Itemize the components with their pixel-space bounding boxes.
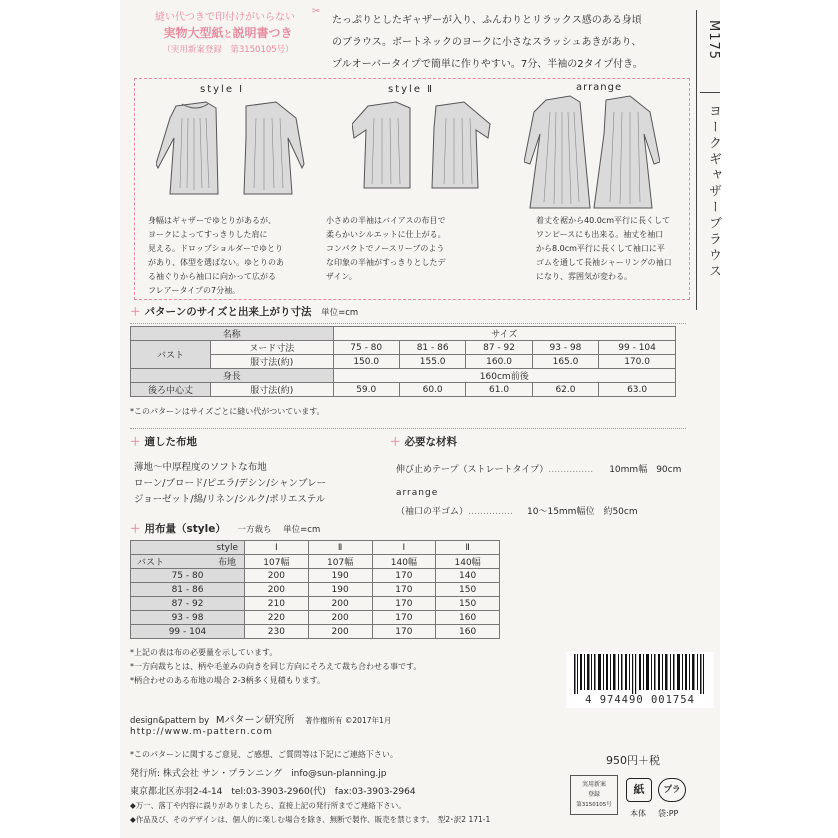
patent-number: 第3150105号 [576, 802, 612, 808]
back-value: 59.0 [333, 383, 399, 397]
bust-value: 155.0 [399, 355, 465, 369]
design-credit [130, 711, 391, 726]
desc-line: な印象の半袖がすっきりとしたデ [326, 258, 446, 267]
table-row [131, 583, 500, 597]
desc-line: 見える。ドロップショルダーでゆとり [148, 244, 284, 253]
patent-label: 登録 [587, 791, 600, 798]
desc-line: る袖ぐりから袖口に向かって広がる [148, 272, 276, 281]
product-code: M175 [706, 20, 721, 61]
yardage-cell: 200 [245, 569, 309, 583]
yardage-cell: 160 [436, 611, 500, 625]
yardage-cell: 200 [308, 611, 372, 625]
width-col: 107幅 [308, 555, 372, 569]
size-cell: 87 - 92 [466, 341, 532, 355]
style-col: Ⅰ [372, 541, 436, 555]
yardage-cell: 200 [245, 583, 309, 597]
style2-description [326, 214, 446, 284]
arrange-material-label: arrange [396, 488, 439, 498]
desc-line: 小さめの半袖はバイアスの布目で [326, 216, 446, 225]
size-header: サイズ [333, 327, 676, 341]
row-size: 81 - 86 [131, 583, 245, 597]
code-separator [700, 92, 720, 93]
desc-line: ヨークによってすっきりした肩に [148, 230, 268, 239]
tag-instructions: 説明書つき [232, 26, 293, 40]
height-value: 160cm前後 [333, 369, 676, 383]
barcode-icon [572, 654, 708, 694]
desc-line: フレアータイプの7分袖。 [148, 286, 241, 295]
table-row [131, 569, 500, 583]
design-label: design&pattern by [130, 716, 210, 726]
material-value: 10～15mm幅位 約50cm [527, 507, 638, 517]
yardage-cell: 170 [372, 583, 436, 597]
disclaimer-1: ◆万一、落丁や内容に誤りがありましたら、直接上記の発行所までご連絡下さい。 [130, 801, 406, 810]
arrange-label: arrange [576, 82, 623, 93]
fabric-header: 布地 [217, 558, 236, 568]
bust-header: バスト [137, 558, 165, 568]
plastic-recycle-icon: プラ [658, 778, 686, 802]
yardage-cell: 210 [245, 597, 309, 611]
tagline-seam-allowance: 縫い代つきで印付けがいらない [155, 12, 295, 23]
barcode-area [566, 652, 714, 708]
yardage-cell: 140 [436, 569, 500, 583]
size-table [130, 326, 676, 397]
intro-line: プルオーバータイプで簡単に作りやすい。7分、半袖の2タイプ付き。 [332, 59, 643, 70]
pattern-envelope-back [120, 0, 720, 838]
plus-icon: ＋ [130, 436, 141, 448]
nude-label: ヌード寸法 [211, 341, 334, 355]
disclaimer-2: ◆作品及び、そのデザインは、個人的に楽しむ場合を除き、無断で製作、販売を禁じます。 型2･訳2 171-1 [130, 815, 491, 824]
size-cell: 81 - 86 [399, 341, 465, 355]
yardage-cell: 170 [372, 625, 436, 639]
back-value: 62.0 [532, 383, 598, 397]
patent-label: 実用新案 [581, 781, 606, 788]
body-label: 本体 [630, 809, 646, 818]
tag-fullsize-pattern: 実物大型紙 [163, 26, 224, 40]
width-col: 140幅 [372, 555, 436, 569]
yardage-title: 用布量（style） [144, 523, 226, 535]
fabric-line: ジョーゼット/綿/リネン/シルク/ポリエステル [134, 494, 326, 505]
bust-value: 150.0 [333, 355, 399, 369]
tagline-patent: （実用新案登録 第3150105号） [162, 45, 294, 55]
row-size: 99 - 104 [131, 625, 245, 639]
material-name: 伸び止めテープ（ストレートタイプ） [396, 465, 549, 475]
yardage-cell: 170 [372, 611, 436, 625]
plus-icon: ＋ [390, 436, 401, 448]
table-row [131, 625, 500, 639]
row-size: 75 - 80 [131, 569, 245, 583]
yardage-cell: 150 [436, 583, 500, 597]
patent-badge [570, 775, 618, 815]
back-value: 60.0 [399, 383, 465, 397]
fabric-line: 薄地～中厚程度のソフトな布地 [134, 462, 267, 473]
table-row [131, 597, 500, 611]
section-divider [130, 428, 686, 429]
scissors-icon: ✂ [312, 6, 321, 17]
yardage-cell: 230 [245, 625, 309, 639]
yardage-cell: 150 [436, 597, 500, 611]
style-header: style [131, 541, 245, 555]
materials-title-row [390, 434, 457, 449]
paper-recycle-icon: 紙 [626, 778, 652, 802]
bag-label: 袋:PP [658, 809, 679, 818]
back-length-label: 後ろ中心丈 [131, 383, 211, 397]
yardage-notes [130, 646, 421, 688]
back-value: 63.0 [599, 383, 676, 397]
yardage-cell: 200 [308, 597, 372, 611]
contact-note: *このパターンに関するご意見、ご感想、ご質問等は下記にご連絡下さい。 [130, 750, 398, 759]
size-table-title-row [130, 304, 358, 319]
yardage-cut: 一方裁ち [237, 525, 272, 535]
fabric-list [134, 460, 326, 508]
bust-value: 160.0 [466, 355, 532, 369]
bust-value: 170.0 [599, 355, 676, 369]
material-item-1: 伸び止めテープ（ストレートタイプ）…………… 10mm幅 90cm [396, 465, 682, 475]
desc-line: ワンピースにも出来る。袖丈を袖口 [536, 230, 664, 239]
material-value: 10mm幅 90cm [609, 465, 682, 475]
desc-line: になり、雰囲気が変わる。 [536, 272, 632, 281]
fabric-line: ローン/ブロード/ピエラ/デシン/シャンブレー [134, 478, 327, 489]
yardage-cell: 200 [308, 625, 372, 639]
tag-and: と [223, 30, 233, 40]
publisher: 発行所: 株式会社 サン・プランニング info@sun-planning.jp [130, 769, 387, 779]
brand-name: Mパターン研究所 [215, 715, 295, 726]
size-table-title: パターンのサイズと出来上がり寸法 [144, 306, 312, 318]
yardage-unit: 単位=cm [283, 525, 321, 535]
size-table-unit: 単位=cm [321, 308, 359, 318]
yardage-note: *柄合わせのある布地の場合 2-3柄多く見積もります。 [130, 676, 325, 685]
yardage-note: *上記の表は布の必要量を示しています。 [130, 648, 278, 657]
intro-line: たっぷりとしたギャザーが入り、ふんわりとリラックス感のある身頃 [332, 15, 642, 26]
price: 950円＋税 [606, 754, 660, 767]
style2-illustration [352, 98, 492, 192]
desc-line: コンパクトでノースリーブのよう [326, 244, 445, 253]
style1-description [148, 214, 284, 298]
back-value: 61.0 [466, 383, 532, 397]
desc-line: があり、体型を選ばない。ゆとりのあ [148, 258, 284, 267]
bust-fabric-header [131, 555, 245, 569]
fabric-title-row [130, 434, 197, 449]
yardage-table [130, 540, 500, 639]
tagline-fullsize [138, 24, 318, 41]
right-divider [696, 10, 697, 310]
plus-icon: ＋ [130, 306, 141, 318]
fabric-title: 適した布地 [144, 436, 197, 448]
website-link[interactable]: http://www.m-pattern.com [130, 727, 273, 737]
arrange-illustration [524, 94, 660, 212]
style-col: Ⅱ [436, 541, 500, 555]
style2-label: style Ⅱ [388, 84, 435, 95]
intro-line: のブラウス。ボートネックのヨークに小さなスラッシュあきがあり、 [332, 37, 642, 48]
desc-line: ゴムを通して長袖シャーリングの袖口 [536, 258, 672, 267]
arrange-description [536, 214, 672, 284]
bust-label: バスト [131, 341, 211, 369]
material-name: （袖口の平ゴム） [396, 507, 469, 517]
width-col: 140幅 [436, 555, 500, 569]
finish-label: 服寸法(約) [211, 355, 334, 369]
style1-illustration [156, 98, 306, 198]
materials-title: 必要な材料 [404, 436, 457, 448]
address: 東京都北区赤羽2-4-14 tel:03-3903-2960(代) fax:03-3903-2964 [130, 787, 416, 797]
yardage-cell: 190 [308, 569, 372, 583]
bust-value: 165.0 [532, 355, 598, 369]
row-size: 93 - 98 [131, 611, 245, 625]
table-row [131, 611, 500, 625]
copyright: 著作権所有 ©2017年1月 [305, 716, 392, 725]
style1-label: style Ⅰ [200, 84, 245, 95]
yardage-note: *一方向裁ちとは、柄や毛並みの向きを同じ方向にそろえて裁ち合わせる事です。 [130, 662, 422, 671]
yardage-cell: 220 [245, 611, 309, 625]
section-divider [130, 323, 686, 324]
back-finish-label: 服寸法(約) [211, 383, 334, 397]
style-col: Ⅱ [308, 541, 372, 555]
desc-line: 着丈を裾から40.0cm平行に長くして [536, 216, 671, 225]
yardage-cell: 160 [436, 625, 500, 639]
yardage-cell: 190 [308, 583, 372, 597]
vertical-title: ヨークギャザーブラウス [706, 104, 721, 280]
desc-line: から8.0cm平行に長くして袖口に平 [536, 244, 665, 253]
size-cell: 99 - 104 [599, 341, 676, 355]
desc-line: 柔らかいシルエットに仕上がる。 [326, 230, 446, 239]
intro-text [332, 10, 643, 76]
plus-icon: ＋ [130, 523, 141, 535]
size-cell: 75 - 80 [333, 341, 399, 355]
material-item-2: （袖口の平ゴム）…………… 10～15mm幅位 約50cm [396, 507, 638, 517]
row-size: 87 - 92 [131, 597, 245, 611]
size-cell: 93 - 98 [532, 341, 598, 355]
desc-line: ザイン。 [326, 272, 357, 281]
style-col: Ⅰ [245, 541, 309, 555]
size-table-note: *このパターンはサイズごとに縫い代がついています。 [130, 407, 325, 416]
desc-line: 身幅はギャザーでゆとりがあるが、 [148, 216, 276, 225]
barcode-number: 4 974490 001754 [585, 694, 695, 706]
yardage-cell: 170 [372, 597, 436, 611]
width-col: 107幅 [245, 555, 309, 569]
yardage-cell: 170 [372, 569, 436, 583]
yardage-title-row [130, 521, 320, 536]
height-label: 身長 [131, 369, 334, 383]
name-header: 名称 [131, 327, 334, 341]
